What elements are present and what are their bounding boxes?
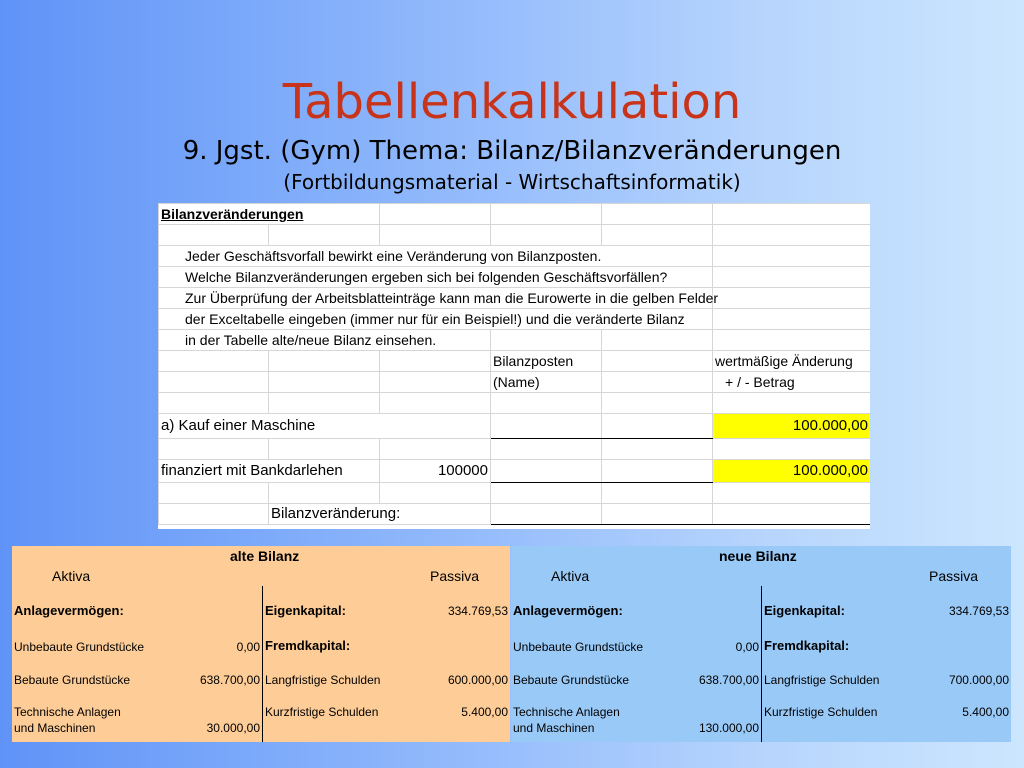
slide-subtitle: 9. Jgst. (Gym) Thema: Bilanz/Bilanzveränderungen [182, 136, 842, 166]
cell[interactable] [380, 351, 491, 372]
cell[interactable] [269, 439, 380, 460]
sheet-text-line: der Exceltabelle eingeben (immer nur für ein Beispiel!) und die veränderte Bilanz [159, 309, 713, 330]
cell[interactable] [602, 351, 713, 372]
cell[interactable] [713, 267, 871, 288]
old-lang-label: Langfristige Schulden [265, 673, 381, 687]
cell[interactable] [713, 330, 871, 351]
cell[interactable] [269, 372, 380, 393]
column-subheader-betrag: + / - Betrag [713, 372, 871, 393]
old-tech-label-2: und Maschinen [14, 721, 96, 735]
cell[interactable] [380, 483, 491, 504]
cell[interactable] [159, 483, 269, 504]
old-balance-table [12, 546, 510, 742]
sheet-heading: Bilanzveränderungen [159, 204, 380, 225]
old-balance-assets [12, 586, 262, 742]
old-balance-liabilities [262, 586, 510, 742]
old-anlage-label: Anlagevermögen: [14, 603, 124, 618]
new-balance-assets [511, 586, 761, 742]
cell[interactable] [713, 393, 871, 414]
new-kurz-value: 5.400,00 [962, 705, 1009, 719]
cell[interactable] [491, 439, 602, 460]
column-subheader-name: (Name) [491, 372, 602, 393]
old-tech-label-1: Technische Anlagen [14, 705, 121, 719]
sheet-text-line: in der Tabelle alte/neue Bilanz einsehen. [159, 330, 491, 351]
cell[interactable] [380, 225, 491, 246]
case-b-label: finanziert mit Bankdarlehen [159, 460, 380, 483]
new-tech-label-1: Technische Anlagen [513, 705, 620, 719]
new-bebaut-label: Bebaute Grundstücke [513, 673, 630, 687]
new-balance-aktiva-label: Aktiva [551, 568, 590, 584]
new-unbebaut-value: 0,00 [735, 640, 759, 654]
case-a-account-input[interactable] [491, 414, 602, 439]
cell[interactable] [602, 439, 713, 460]
case-b-amount[interactable]: 100000 [380, 460, 491, 483]
cell[interactable] [269, 393, 380, 414]
old-unbebaut-label: Unbebaute Grundstücke [14, 640, 145, 654]
case-a-label: a) Kauf einer Maschine [159, 414, 491, 439]
case-a-account-input-2[interactable] [602, 414, 713, 439]
cell[interactable] [159, 504, 269, 525]
new-balance-table [511, 546, 1011, 742]
cell[interactable] [602, 393, 713, 414]
cell[interactable] [491, 204, 602, 225]
cell[interactable] [491, 225, 602, 246]
old-tech-value: 30.000,00 [206, 721, 260, 735]
new-eigen-label: Eigenkapital: [764, 603, 845, 618]
old-eigen-label: Eigenkapital: [265, 603, 346, 618]
cell[interactable] [269, 225, 380, 246]
old-eigen-value: 334.769,53 [447, 604, 508, 618]
case-b-account-input[interactable] [491, 460, 602, 483]
cell[interactable] [713, 246, 871, 267]
cell[interactable] [269, 351, 380, 372]
cell[interactable] [491, 483, 602, 504]
column-header-bilanzposten: Bilanzposten [491, 351, 602, 372]
old-lang-value: 600.000,00 [447, 673, 508, 687]
cell[interactable] [713, 483, 871, 504]
new-bebaut-value: 638.700,00 [698, 673, 759, 687]
new-balance-passiva-label: Passiva [929, 568, 979, 584]
cell[interactable] [713, 439, 871, 460]
case-b-account-input-2[interactable] [602, 460, 713, 483]
new-tech-label-2: und Maschinen [513, 721, 595, 735]
cell[interactable] [380, 372, 491, 393]
sheet-text-line: Welche Bilanzveränderungen ergeben sich bei folgenden Geschäftsvorfällen? [159, 267, 713, 288]
result-input-3[interactable] [713, 504, 871, 525]
old-kurz-label: Kurzfristige Schulden [265, 705, 379, 719]
cell[interactable] [602, 372, 713, 393]
result-input-2[interactable] [602, 504, 713, 525]
old-fremd-label: Fremdkapital: [265, 638, 351, 653]
cell[interactable] [491, 393, 602, 414]
case-a-value-input[interactable]: 100.000,00 [713, 414, 871, 439]
cell[interactable] [159, 225, 269, 246]
cell[interactable] [269, 483, 380, 504]
cell[interactable] [159, 439, 269, 460]
cell[interactable] [713, 225, 871, 246]
spreadsheet-grid [158, 203, 870, 525]
old-bebaut-value: 638.700,00 [199, 673, 260, 687]
slide-subtitle-secondary: (Fortbildungsmaterial - Wirtschaftsinformatik) [283, 170, 741, 194]
new-lang-label: Langfristige Schulden [764, 673, 880, 687]
slide-title: Tabellenkalkulation [282, 74, 742, 130]
sheet-text-line: Jeder Geschäftsvorfall bewirkt eine Veränderung von Bilanzposten. [159, 246, 713, 267]
new-lang-value: 700.000,00 [948, 673, 1009, 687]
column-header-aenderung: wertmäßige Änderung [713, 351, 871, 372]
cell[interactable] [713, 204, 871, 225]
cell[interactable] [602, 483, 713, 504]
cell[interactable] [159, 351, 269, 372]
spreadsheet [158, 203, 870, 529]
cell[interactable] [491, 330, 602, 351]
cell[interactable] [602, 330, 713, 351]
new-kurz-label: Kurzfristige Schulden [764, 705, 878, 719]
cell[interactable] [380, 439, 491, 460]
case-b-value-input[interactable]: 100.000,00 [713, 460, 871, 483]
result-input[interactable] [491, 504, 602, 525]
old-balance-title: alte Bilanz [230, 548, 300, 564]
new-anlage-label: Anlagevermögen: [513, 603, 623, 618]
old-balance-passiva-label: Passiva [430, 568, 480, 584]
new-tech-value: 130.000,00 [698, 721, 759, 735]
old-kurz-value: 5.400,00 [461, 705, 508, 719]
cell[interactable] [602, 204, 713, 225]
cell[interactable] [602, 225, 713, 246]
new-balance-liabilities [761, 586, 1011, 742]
cell[interactable] [380, 393, 491, 414]
cell[interactable] [713, 309, 871, 330]
old-unbebaut-value: 0,00 [236, 640, 260, 654]
cell[interactable] [713, 288, 871, 309]
old-bebaut-label: Bebaute Grundstücke [14, 673, 131, 687]
result-label: Bilanzveränderung: [269, 504, 491, 525]
cell[interactable] [380, 204, 491, 225]
new-unbebaut-label: Unbebaute Grundstücke [513, 640, 644, 654]
sheet-text-line: Zur Überprüfung der Arbeitsblatteinträge kann man die Eurowerte in die gelben Felder [159, 288, 713, 309]
cell[interactable] [159, 372, 269, 393]
cell[interactable] [159, 393, 269, 414]
old-balance-aktiva-label: Aktiva [52, 568, 91, 584]
new-fremd-label: Fremdkapital: [764, 638, 850, 653]
new-eigen-value: 334.769,53 [948, 604, 1009, 618]
new-balance-title: neue Bilanz [719, 548, 797, 564]
